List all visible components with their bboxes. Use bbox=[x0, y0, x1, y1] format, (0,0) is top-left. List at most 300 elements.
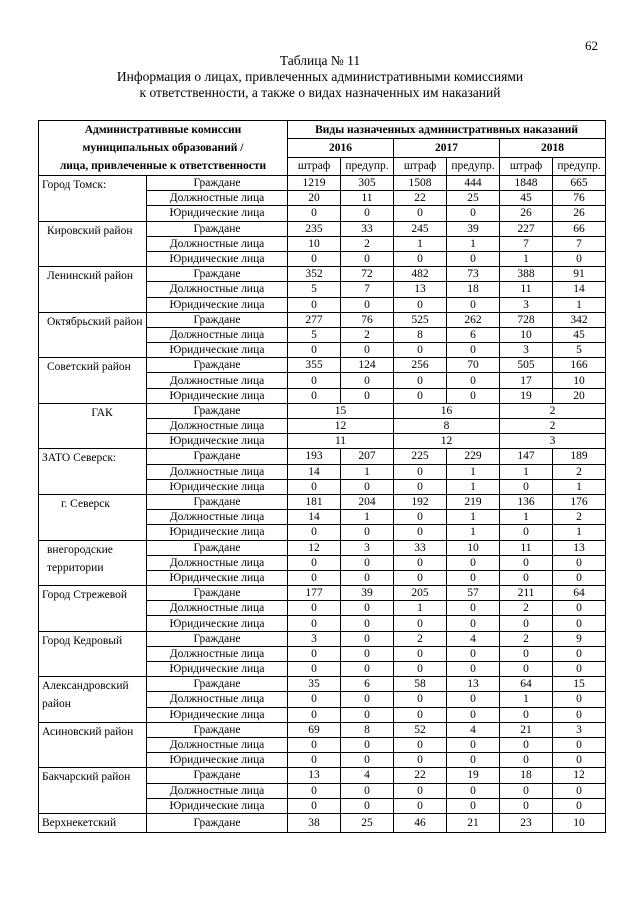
value-cell: 9 bbox=[553, 631, 606, 646]
value-cell: 3 bbox=[553, 722, 606, 737]
group-name: Александровский район bbox=[39, 677, 147, 723]
group-name: Город Кедровый bbox=[39, 631, 147, 677]
value-cell: 176 bbox=[553, 494, 606, 509]
value-cell: 211 bbox=[500, 586, 553, 601]
value-cell: 0 bbox=[288, 525, 341, 540]
group-name: Город Томск: bbox=[39, 176, 147, 222]
value-cell: 482 bbox=[394, 267, 447, 282]
value-cell: 13 bbox=[553, 540, 606, 555]
person-type: Должностные лица bbox=[147, 692, 288, 707]
value-cell: 1 bbox=[341, 510, 394, 525]
value-cell: 0 bbox=[553, 798, 606, 813]
value-cell: 0 bbox=[500, 798, 553, 813]
value-cell: 3 bbox=[500, 343, 553, 358]
person-type: Граждане bbox=[147, 403, 288, 418]
value-cell: 136 bbox=[500, 494, 553, 509]
value-cell: 0 bbox=[447, 343, 500, 358]
value-cell: 525 bbox=[394, 312, 447, 327]
value-cell: 0 bbox=[341, 737, 394, 752]
value-cell: 13 bbox=[447, 677, 500, 692]
value-cell: 5 bbox=[553, 343, 606, 358]
person-type: Граждане bbox=[147, 540, 288, 555]
sub-header-warning: предупр. bbox=[553, 157, 606, 175]
person-type: Граждане bbox=[147, 221, 288, 236]
value-cell: 0 bbox=[288, 646, 341, 661]
value-cell: 0 bbox=[553, 753, 606, 768]
value-cell: 26 bbox=[553, 206, 606, 221]
value-cell: 1 bbox=[447, 479, 500, 494]
value-cell: 0 bbox=[341, 525, 394, 540]
value-cell: 70 bbox=[447, 358, 500, 373]
value-cell: 0 bbox=[447, 783, 500, 798]
value-cell: 229 bbox=[447, 449, 500, 464]
value-cell: 0 bbox=[341, 798, 394, 813]
person-type: Должностные лица bbox=[147, 191, 288, 206]
table-row bbox=[39, 677, 606, 692]
person-type: Юридические лица bbox=[147, 434, 288, 449]
person-type: Должностные лица bbox=[147, 737, 288, 752]
value-cell: 0 bbox=[341, 555, 394, 570]
value-cell: 39 bbox=[447, 221, 500, 236]
value-cell: 0 bbox=[288, 692, 341, 707]
value-cell: 0 bbox=[288, 388, 341, 403]
value-cell: 46 bbox=[394, 813, 447, 832]
year-2016: 2016 bbox=[288, 139, 394, 157]
value-cell: 11 bbox=[500, 540, 553, 555]
value-cell: 57 bbox=[447, 586, 500, 601]
person-type: Юридические лица bbox=[147, 798, 288, 813]
sub-header-fine: штраф bbox=[500, 157, 553, 175]
value-cell: 0 bbox=[553, 737, 606, 752]
value-cell: 0 bbox=[341, 373, 394, 388]
value-cell: 1 bbox=[394, 601, 447, 616]
value-cell: 4 bbox=[447, 722, 500, 737]
person-type: Граждане bbox=[147, 813, 288, 832]
value-cell: 2 bbox=[500, 631, 553, 646]
group-name: Бакчарский район bbox=[39, 768, 147, 814]
value-cell: 6 bbox=[447, 327, 500, 342]
person-type: Юридические лица bbox=[147, 662, 288, 677]
value-cell: 0 bbox=[447, 373, 500, 388]
person-type: Граждане bbox=[147, 176, 288, 191]
value-cell: 2 bbox=[553, 510, 606, 525]
value-cell: 0 bbox=[341, 692, 394, 707]
group-name: ЗАТО Северск: bbox=[39, 449, 147, 495]
value-cell: 0 bbox=[394, 464, 447, 479]
group-name: ГАК bbox=[39, 403, 147, 449]
value-cell: 22 bbox=[394, 768, 447, 783]
table-row bbox=[39, 358, 606, 373]
value-cell: 4 bbox=[447, 631, 500, 646]
person-type: Должностные лица bbox=[147, 783, 288, 798]
year-2017: 2017 bbox=[394, 139, 500, 157]
value-cell: 8 bbox=[394, 419, 500, 434]
value-cell: 0 bbox=[341, 753, 394, 768]
value-cell: 256 bbox=[394, 358, 447, 373]
value-cell: 665 bbox=[553, 176, 606, 191]
value-cell: 444 bbox=[447, 176, 500, 191]
value-cell: 205 bbox=[394, 586, 447, 601]
value-cell: 3 bbox=[341, 540, 394, 555]
value-cell: 72 bbox=[341, 267, 394, 282]
group-name: г. Северск bbox=[39, 494, 147, 540]
person-type: Граждане bbox=[147, 358, 288, 373]
value-cell: 0 bbox=[500, 707, 553, 722]
person-type: Граждане bbox=[147, 677, 288, 692]
value-cell: 0 bbox=[394, 616, 447, 631]
value-cell: 0 bbox=[341, 206, 394, 221]
value-cell: 12 bbox=[394, 434, 500, 449]
value-cell: 22 bbox=[394, 191, 447, 206]
value-cell: 14 bbox=[288, 510, 341, 525]
value-cell: 0 bbox=[341, 343, 394, 358]
value-cell: 0 bbox=[341, 601, 394, 616]
value-cell: 0 bbox=[341, 479, 394, 494]
value-cell: 16 bbox=[394, 403, 500, 418]
table-row bbox=[39, 221, 606, 236]
person-type: Юридические лица bbox=[147, 388, 288, 403]
value-cell: 0 bbox=[500, 525, 553, 540]
value-cell: 0 bbox=[341, 297, 394, 312]
value-cell: 5 bbox=[288, 282, 341, 297]
value-cell: 0 bbox=[288, 373, 341, 388]
person-type: Должностные лица bbox=[147, 282, 288, 297]
value-cell: 11 bbox=[288, 434, 394, 449]
value-cell: 39 bbox=[341, 586, 394, 601]
value-cell: 235 bbox=[288, 221, 341, 236]
value-cell: 91 bbox=[553, 267, 606, 282]
value-cell: 45 bbox=[553, 327, 606, 342]
table-row bbox=[39, 449, 606, 464]
value-cell: 10 bbox=[553, 813, 606, 832]
value-cell: 0 bbox=[394, 525, 447, 540]
value-cell: 20 bbox=[553, 388, 606, 403]
value-cell: 0 bbox=[288, 297, 341, 312]
table-row bbox=[39, 176, 606, 191]
value-cell: 0 bbox=[288, 783, 341, 798]
value-cell: 13 bbox=[288, 768, 341, 783]
value-cell: 0 bbox=[341, 646, 394, 661]
value-cell: 0 bbox=[288, 753, 341, 768]
value-cell: 0 bbox=[394, 555, 447, 570]
table-row bbox=[39, 267, 606, 282]
header-left bbox=[39, 121, 288, 176]
value-cell: 13 bbox=[394, 282, 447, 297]
value-cell: 225 bbox=[394, 449, 447, 464]
value-cell: 0 bbox=[447, 206, 500, 221]
value-cell: 2 bbox=[394, 631, 447, 646]
value-cell: 277 bbox=[288, 312, 341, 327]
person-type: Должностные лица bbox=[147, 555, 288, 570]
table-row bbox=[39, 540, 606, 555]
value-cell: 0 bbox=[394, 388, 447, 403]
value-cell: 0 bbox=[553, 783, 606, 798]
value-cell: 0 bbox=[447, 601, 500, 616]
group-name: Советский район bbox=[39, 358, 147, 404]
value-cell: 0 bbox=[341, 251, 394, 266]
value-cell: 219 bbox=[447, 494, 500, 509]
table-subtitle-line2: к ответственности, а также о видах назначенных им наказаний bbox=[139, 85, 501, 100]
value-cell: 7 bbox=[500, 236, 553, 251]
sub-header-warning: предупр. bbox=[341, 157, 394, 175]
value-cell: 166 bbox=[553, 358, 606, 373]
value-cell: 12 bbox=[288, 419, 394, 434]
person-type: Граждане bbox=[147, 631, 288, 646]
value-cell: 0 bbox=[288, 343, 341, 358]
header-left-line2: муниципальных образований / bbox=[82, 142, 244, 154]
value-cell: 1 bbox=[500, 692, 553, 707]
person-type: Юридические лица bbox=[147, 343, 288, 358]
value-cell: 0 bbox=[394, 297, 447, 312]
value-cell: 0 bbox=[500, 737, 553, 752]
value-cell: 0 bbox=[394, 692, 447, 707]
value-cell: 189 bbox=[553, 449, 606, 464]
person-type: Должностные лица bbox=[147, 419, 288, 434]
punishments-table bbox=[38, 120, 606, 833]
value-cell: 21 bbox=[500, 722, 553, 737]
value-cell: 38 bbox=[288, 813, 341, 832]
value-cell: 0 bbox=[394, 510, 447, 525]
value-cell: 17 bbox=[500, 373, 553, 388]
value-cell: 0 bbox=[500, 783, 553, 798]
value-cell: 0 bbox=[288, 737, 341, 752]
value-cell: 1508 bbox=[394, 176, 447, 191]
value-cell: 0 bbox=[500, 616, 553, 631]
value-cell: 0 bbox=[500, 555, 553, 570]
value-cell: 45 bbox=[500, 191, 553, 206]
value-cell: 23 bbox=[500, 813, 553, 832]
group-name: Октябрьский район bbox=[39, 312, 147, 358]
value-cell: 305 bbox=[341, 176, 394, 191]
value-cell: 1 bbox=[553, 479, 606, 494]
value-cell: 14 bbox=[553, 282, 606, 297]
value-cell: 0 bbox=[447, 616, 500, 631]
group-name: Ленинский район bbox=[39, 267, 147, 313]
person-type: Граждане bbox=[147, 267, 288, 282]
value-cell: 0 bbox=[341, 570, 394, 585]
value-cell: 1848 bbox=[500, 176, 553, 191]
value-cell: 0 bbox=[553, 601, 606, 616]
table-row bbox=[39, 631, 606, 646]
value-cell: 728 bbox=[500, 312, 553, 327]
person-type: Юридические лица bbox=[147, 525, 288, 540]
value-cell: 0 bbox=[341, 616, 394, 631]
value-cell: 73 bbox=[447, 267, 500, 282]
value-cell: 1 bbox=[341, 464, 394, 479]
value-cell: 0 bbox=[288, 662, 341, 677]
value-cell: 388 bbox=[500, 267, 553, 282]
value-cell: 0 bbox=[447, 251, 500, 266]
value-cell: 0 bbox=[394, 798, 447, 813]
value-cell: 0 bbox=[447, 555, 500, 570]
value-cell: 262 bbox=[447, 312, 500, 327]
value-cell: 0 bbox=[447, 297, 500, 312]
group-name: внегородские территории bbox=[39, 540, 147, 586]
value-cell: 2 bbox=[500, 601, 553, 616]
page-heading bbox=[0, 53, 640, 101]
person-type: Юридические лица bbox=[147, 707, 288, 722]
value-cell: 0 bbox=[500, 662, 553, 677]
group-name: Асиновский район bbox=[39, 722, 147, 768]
value-cell: 3 bbox=[500, 297, 553, 312]
value-cell: 12 bbox=[553, 768, 606, 783]
person-type: Юридические лица bbox=[147, 753, 288, 768]
value-cell: 1 bbox=[447, 464, 500, 479]
value-cell: 0 bbox=[553, 662, 606, 677]
person-type: Должностные лица bbox=[147, 510, 288, 525]
value-cell: 227 bbox=[500, 221, 553, 236]
value-cell: 5 bbox=[288, 327, 341, 342]
group-name: Город Стрежевой bbox=[39, 586, 147, 632]
group-name: Кировский район bbox=[39, 221, 147, 267]
person-type: Граждане bbox=[147, 768, 288, 783]
value-cell: 0 bbox=[288, 707, 341, 722]
sub-header-fine: штраф bbox=[394, 157, 447, 175]
person-type: Должностные лица bbox=[147, 601, 288, 616]
value-cell: 0 bbox=[288, 570, 341, 585]
value-cell: 0 bbox=[447, 570, 500, 585]
value-cell: 19 bbox=[500, 388, 553, 403]
value-cell: 355 bbox=[288, 358, 341, 373]
person-type: Должностные лица bbox=[147, 646, 288, 661]
value-cell: 1 bbox=[500, 251, 553, 266]
value-cell: 76 bbox=[553, 191, 606, 206]
value-cell: 147 bbox=[500, 449, 553, 464]
value-cell: 1 bbox=[553, 525, 606, 540]
value-cell: 0 bbox=[394, 343, 447, 358]
value-cell: 18 bbox=[447, 282, 500, 297]
header-left-line3: лица, привлеченные к ответственности bbox=[59, 160, 267, 172]
value-cell: 12 bbox=[288, 540, 341, 555]
value-cell: 58 bbox=[394, 677, 447, 692]
value-cell: 0 bbox=[288, 206, 341, 221]
value-cell: 0 bbox=[288, 479, 341, 494]
person-type: Граждане bbox=[147, 722, 288, 737]
value-cell: 25 bbox=[447, 191, 500, 206]
header-right: Виды назначенных административных наказаний bbox=[288, 121, 606, 139]
table-row bbox=[39, 403, 606, 418]
value-cell: 0 bbox=[553, 707, 606, 722]
value-cell: 204 bbox=[341, 494, 394, 509]
value-cell: 10 bbox=[288, 236, 341, 251]
value-cell: 26 bbox=[500, 206, 553, 221]
table-subtitle-line1: Информация о лицах, привлеченных административными комиссиями bbox=[116, 69, 524, 84]
value-cell: 0 bbox=[447, 692, 500, 707]
value-cell: 8 bbox=[341, 722, 394, 737]
header-left-line1: Административные комиссии bbox=[84, 124, 242, 136]
value-cell: 124 bbox=[341, 358, 394, 373]
value-cell: 245 bbox=[394, 221, 447, 236]
value-cell: 1 bbox=[500, 464, 553, 479]
value-cell: 192 bbox=[394, 494, 447, 509]
person-type: Юридические лица bbox=[147, 479, 288, 494]
value-cell: 15 bbox=[553, 677, 606, 692]
value-cell: 0 bbox=[447, 646, 500, 661]
value-cell: 1 bbox=[447, 510, 500, 525]
value-cell: 1 bbox=[447, 525, 500, 540]
value-cell: 0 bbox=[553, 616, 606, 631]
value-cell: 35 bbox=[288, 677, 341, 692]
value-cell: 0 bbox=[447, 753, 500, 768]
value-cell: 0 bbox=[288, 555, 341, 570]
value-cell: 0 bbox=[394, 753, 447, 768]
value-cell: 1 bbox=[394, 236, 447, 251]
value-cell: 0 bbox=[447, 737, 500, 752]
value-cell: 0 bbox=[447, 707, 500, 722]
person-type: Юридические лица bbox=[147, 297, 288, 312]
person-type: Граждане bbox=[147, 494, 288, 509]
value-cell: 0 bbox=[394, 707, 447, 722]
value-cell: 33 bbox=[341, 221, 394, 236]
value-cell: 0 bbox=[447, 798, 500, 813]
value-cell: 505 bbox=[500, 358, 553, 373]
value-cell: 11 bbox=[341, 191, 394, 206]
person-type: Граждане bbox=[147, 586, 288, 601]
value-cell: 25 bbox=[341, 813, 394, 832]
value-cell: 0 bbox=[341, 388, 394, 403]
value-cell: 18 bbox=[500, 768, 553, 783]
value-cell: 7 bbox=[553, 236, 606, 251]
value-cell: 3 bbox=[500, 434, 606, 449]
value-cell: 10 bbox=[500, 327, 553, 342]
table-row bbox=[39, 722, 606, 737]
person-type: Граждане bbox=[147, 449, 288, 464]
value-cell: 2 bbox=[553, 464, 606, 479]
person-type: Юридические лица bbox=[147, 616, 288, 631]
value-cell: 0 bbox=[394, 479, 447, 494]
year-2018: 2018 bbox=[500, 139, 606, 157]
value-cell: 69 bbox=[288, 722, 341, 737]
value-cell: 0 bbox=[447, 662, 500, 677]
value-cell: 0 bbox=[341, 631, 394, 646]
value-cell: 6 bbox=[341, 677, 394, 692]
value-cell: 0 bbox=[288, 251, 341, 266]
value-cell: 3 bbox=[288, 631, 341, 646]
value-cell: 1219 bbox=[288, 176, 341, 191]
value-cell: 8 bbox=[394, 327, 447, 342]
person-type: Должностные лица bbox=[147, 236, 288, 251]
value-cell: 0 bbox=[447, 388, 500, 403]
value-cell: 0 bbox=[394, 662, 447, 677]
value-cell: 66 bbox=[553, 221, 606, 236]
value-cell: 352 bbox=[288, 267, 341, 282]
value-cell: 0 bbox=[553, 646, 606, 661]
value-cell: 0 bbox=[288, 798, 341, 813]
value-cell: 193 bbox=[288, 449, 341, 464]
value-cell: 10 bbox=[553, 373, 606, 388]
value-cell: 0 bbox=[553, 570, 606, 585]
value-cell: 2 bbox=[500, 403, 606, 418]
table-row bbox=[39, 312, 606, 327]
value-cell: 4 bbox=[341, 768, 394, 783]
table-body bbox=[39, 176, 606, 833]
value-cell: 11 bbox=[500, 282, 553, 297]
value-cell: 0 bbox=[553, 692, 606, 707]
value-cell: 20 bbox=[288, 191, 341, 206]
sub-header-warning: предупр. bbox=[447, 157, 500, 175]
value-cell: 0 bbox=[288, 601, 341, 616]
value-cell: 0 bbox=[553, 251, 606, 266]
person-type: Должностные лица bbox=[147, 327, 288, 342]
value-cell: 33 bbox=[394, 540, 447, 555]
value-cell: 0 bbox=[394, 373, 447, 388]
person-type: Юридические лица bbox=[147, 206, 288, 221]
value-cell: 0 bbox=[500, 646, 553, 661]
value-cell: 2 bbox=[341, 236, 394, 251]
value-cell: 0 bbox=[341, 662, 394, 677]
table-title: Таблица № 11 bbox=[279, 53, 361, 68]
person-type: Юридические лица bbox=[147, 251, 288, 266]
